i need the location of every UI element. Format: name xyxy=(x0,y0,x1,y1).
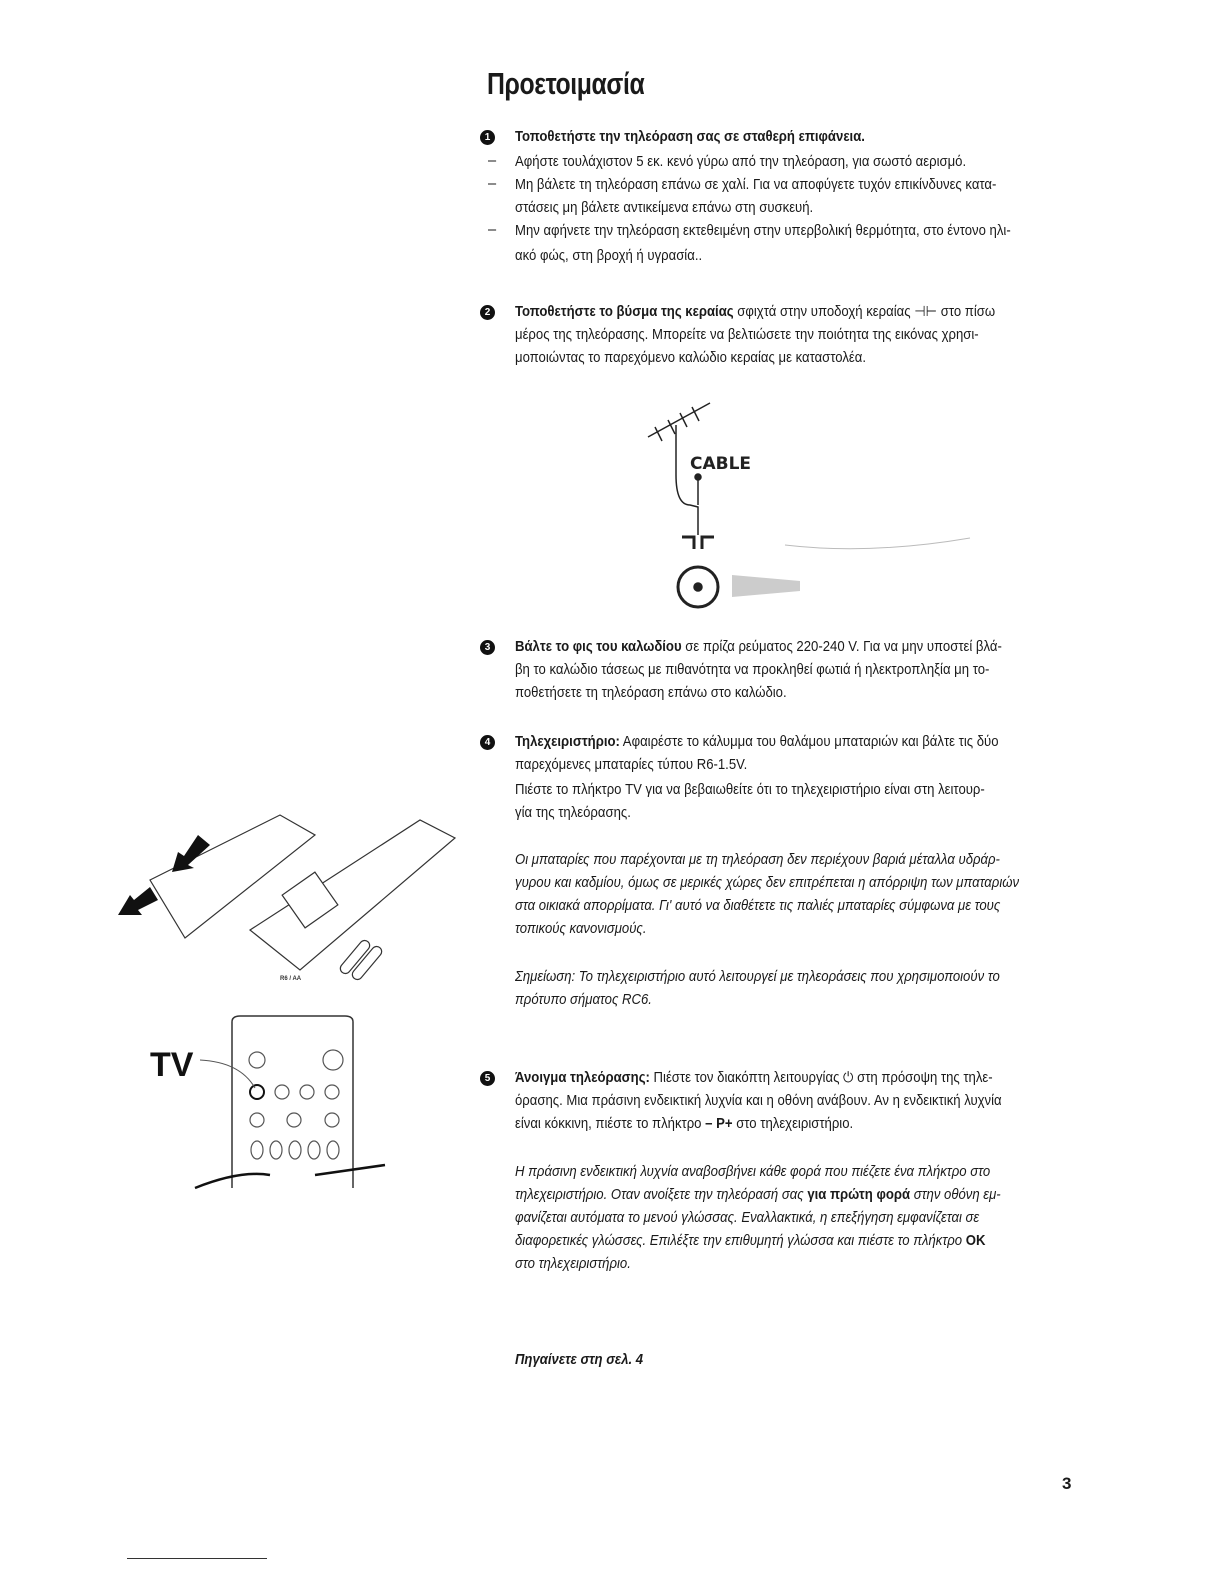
first-time-emphasis: για πρώτη φορά xyxy=(807,1187,911,1203)
step-3-bold: Βάλτε το φις του καλωδίου xyxy=(515,639,682,655)
battery-type-label: R6 / AA xyxy=(280,976,302,982)
step-2-line: μοποιώντας το παρεχόμενο καλώδιο κεραίας με καταστολέα. xyxy=(515,350,867,366)
step-number-3: 3 xyxy=(480,640,495,655)
step-5-bold: Άνοιγμα τηλεόρασης: xyxy=(515,1070,650,1086)
bullet-dash: – xyxy=(488,153,497,169)
page-number: 3 xyxy=(1062,1474,1072,1493)
step-5-note-text: τηλεχειριστήριο. Οταν ανοίξετε την τηλεόρασή σας xyxy=(515,1187,808,1203)
footer-goto xyxy=(515,1349,1095,1372)
step-3-line: βη το καλώδιο τάσεως με πιθανότητα να προκληθεί φωτιά ή ηλεκτροπληξία μη το- xyxy=(515,662,990,678)
step-2-bold: Τοποθετήστε το βύσμα της κεραίας xyxy=(515,304,734,320)
step-1-line: Μην αφήνετε την τηλεόραση εκτεθειμένη στην υπερβολική θερμότητα, στο έντονο ηλι- xyxy=(515,223,1011,239)
step-4-line: παρεχόμενες μπαταρίες τύπου R6-1.5V. xyxy=(515,757,748,773)
step-5-note-line: Η πράσινη ενδεικτική λυχνία αναβοσβήνει κάθε φορά που πιέζετε ένα πλήκτρο στο xyxy=(515,1164,991,1180)
step-4-line: Πιέστε το πλήκτρο TV για να βεβαιωθείτε ότι το τηλεχειριστήριο είναι στη λειτουρ- xyxy=(515,782,985,798)
step-5-note-text: στην οθόνη εμ- xyxy=(910,1187,1001,1203)
bullet-dash: – xyxy=(488,176,497,192)
goto-page-text: Πηγαίνετε στη σελ. 4 xyxy=(515,1352,644,1368)
step-1 xyxy=(515,126,1095,268)
remark-line: πρότυπο σήματος RC6. xyxy=(515,992,652,1008)
step-1-line: Μη βάλετε τη τηλεόραση επάνω σε χαλί. Για να αποφύγετε τυχόν επικίνδυνες κατα- xyxy=(515,177,997,193)
step-number-1: 1 xyxy=(480,130,495,145)
step-4 xyxy=(515,731,1095,1012)
step-4-bold: Τηλεχειριστήριο: xyxy=(515,734,620,750)
step-5-note-line: στο τηλεχειριστήριο. xyxy=(515,1256,631,1272)
step-number-4: 4 xyxy=(480,735,495,750)
step-4-text: Αφαιρέστε το κάλυμμα του θαλάμου μπαταριών και βάλτε τις δύο xyxy=(619,734,999,750)
step-5-text: στο τηλεχειριστήριο. xyxy=(732,1116,854,1132)
battery-note-line: τοπικούς κανονισμούς. xyxy=(515,921,647,937)
bullet-dash: – xyxy=(488,222,497,238)
step-5-text: Πιέστε τον διακόπτη λειτουργίας ⏻ στη πρόσοψη της τηλε- xyxy=(649,1070,993,1086)
remote-battery-illustration xyxy=(110,780,470,1000)
remark-line: Σημείωση: Το τηλεχειριστήριο αυτό λειτουργεί με τηλεοράσεις που χρησιμοποιούν το xyxy=(515,969,1000,985)
step-4-line: γία της τηλεόρασης. xyxy=(515,805,631,821)
step-1-line: ακό φώς, στη βροχή ή υγρασία.. xyxy=(515,248,703,264)
page-title: Προετοιμασία xyxy=(487,66,645,101)
step-1-line: στάσεις μη βάλετε αντικείμενα επάνω στη συσκευή. xyxy=(515,200,814,216)
step-2-line: μέρος της τηλεόρασης. Μπορείτε να βελτιώσετε την ποιότητα της εικόνας χρησι- xyxy=(515,327,979,343)
tv-button-label: TV xyxy=(150,1046,194,1084)
battery-note-line: γυρου και καδμίου, όμως σε μερικές χώρες δεν επιτρέπεται η απόρριψη των μπαταριών xyxy=(515,875,1020,891)
step-number-2: 2 xyxy=(480,305,495,320)
step-5-line: όρασης. Μια πράσινη ενδεικτική λυχνία και η οθόνη ανάβουν. Αν η ενδεικτική λυχνία xyxy=(515,1093,1002,1109)
step-1-heading: Τοποθετήστε την τηλεόραση σας σε σταθερή επιφάνεια. xyxy=(515,129,865,145)
step-5-note-text: διαφορετικές γλώσσες. Επιλέξτε την επιθυμητή γλώσσα και πιέστε το πλήκτρο xyxy=(515,1233,966,1249)
step-5 xyxy=(515,1067,1095,1276)
step-5-text: είναι κόκκινη, πιέστε το πλήκτρο xyxy=(515,1116,706,1132)
footer-rule xyxy=(127,1558,267,1559)
battery-note-line: στα οικιακά απορρίματα. Γι' αυτό να διαθέτετε τις παλιές μπαταρίες σύμφωνα με τους xyxy=(515,898,1001,914)
cable-label: CABLE xyxy=(690,454,752,474)
step-1-line: Αφήστε τουλάχιστον 5 εκ. κενό γύρω από την τηλεόραση, για σωστό αερισμό. xyxy=(515,154,967,170)
step-3 xyxy=(515,636,1095,705)
step-number-5: 5 xyxy=(480,1071,495,1086)
step-5-note-line: φανίζεται αυτόματα το μενού γλώσσας. Εναλλακτικά, η επεξήγηση εμφανίζεται σε xyxy=(515,1210,980,1226)
step-3-text: σε πρίζα ρεύματος 220-240 V. Για να μην υποστεί βλά- xyxy=(681,639,1002,655)
battery-note-line: Οι μπαταρίες που παρέχονται με τη τηλεόραση δεν περιέχουν βαριά μέταλλα υδράρ- xyxy=(515,852,1000,868)
step-2-text: σφιχτά στην υποδοχή κεραίας ⊣⊢ στο πίσω xyxy=(733,304,996,320)
antenna-connection-diagram xyxy=(620,395,980,615)
step-2 xyxy=(515,301,1095,370)
p-key-label: – P+ xyxy=(705,1116,733,1132)
ok-key-label: OK xyxy=(965,1233,986,1249)
remote-control-illustration xyxy=(150,1010,390,1195)
step-3-line: ποθετήσετε τη τηλεόραση επάνω στο καλώδιο. xyxy=(515,685,787,701)
